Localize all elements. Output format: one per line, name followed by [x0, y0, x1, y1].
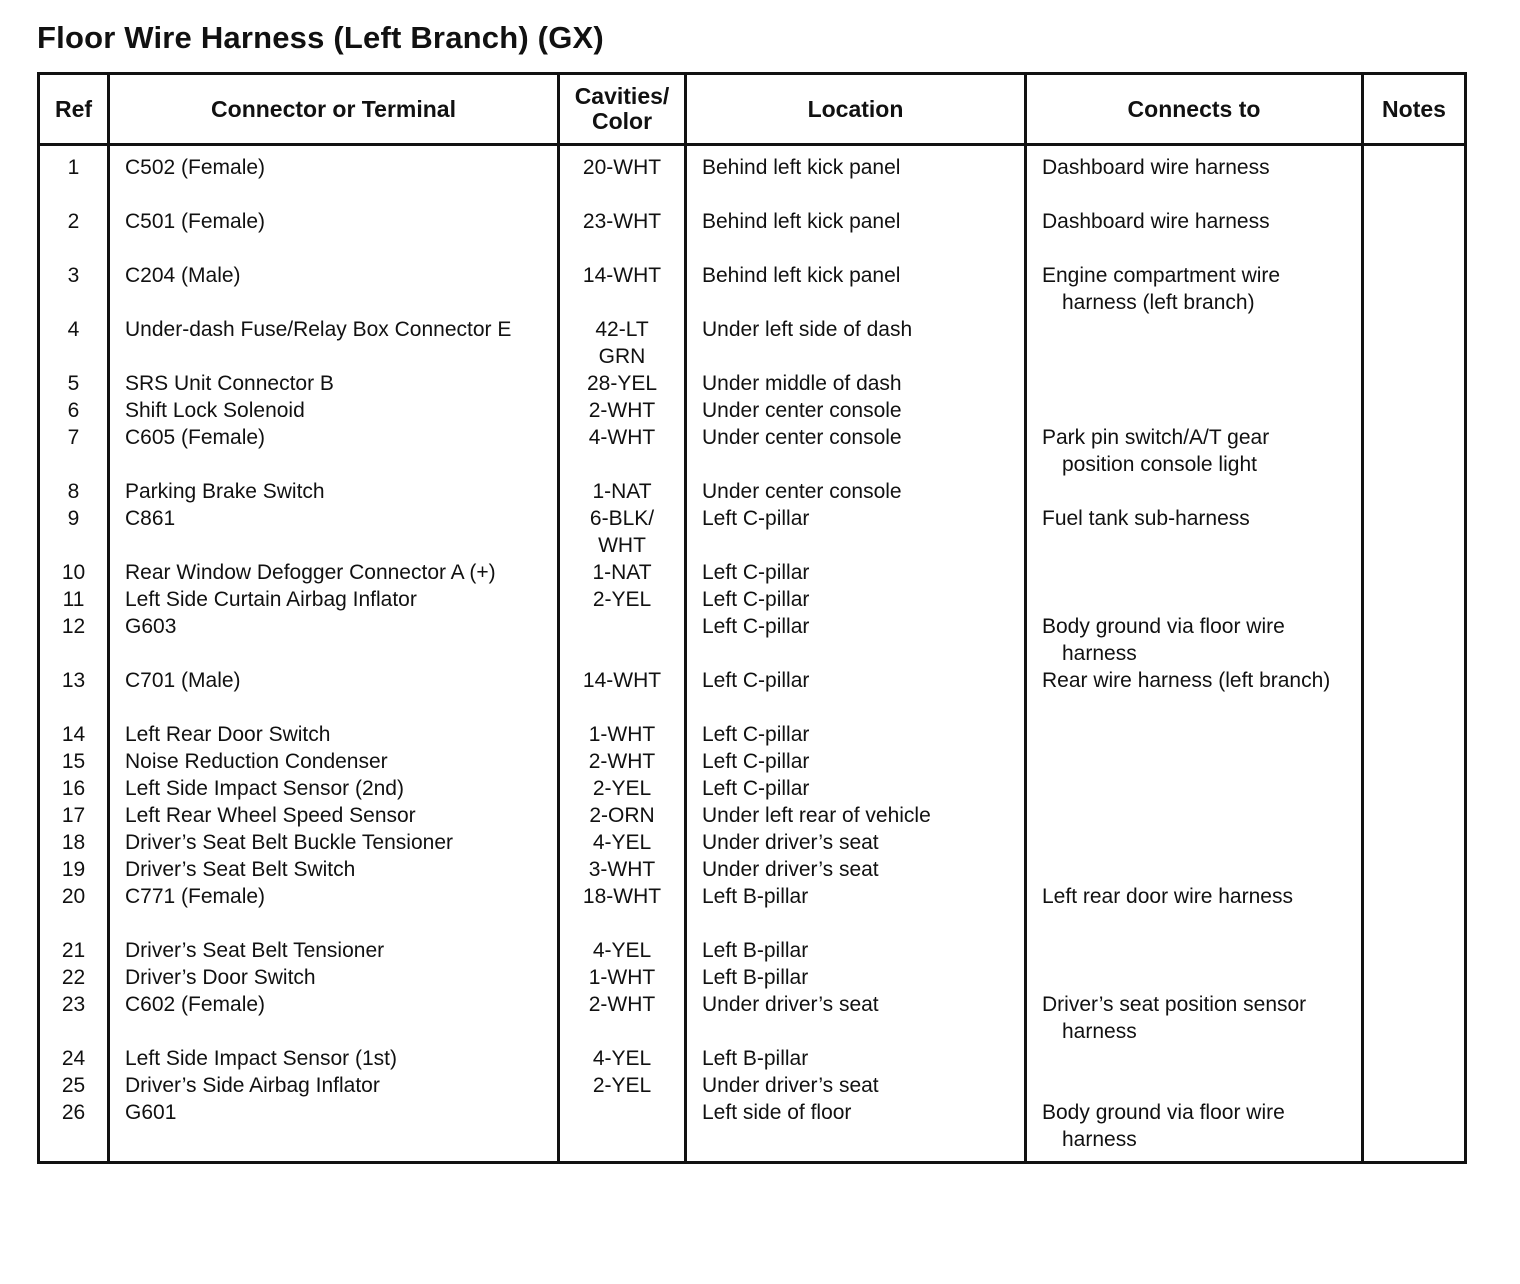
connects-to-line: Body ground via floor wire — [1042, 615, 1285, 638]
header-ref: Ref — [39, 74, 109, 145]
cell-notes — [1363, 883, 1466, 937]
cell-connector: Driver’s Seat Belt Tensioner — [109, 937, 559, 964]
cell-connects-to — [1026, 937, 1363, 964]
cell-ref: 3 — [39, 262, 109, 316]
cell-notes — [1363, 829, 1466, 856]
table-row — [39, 586, 1466, 613]
cavities-line: 14-WHT — [582, 264, 662, 287]
cell-ref: 25 — [39, 1072, 109, 1099]
cell-cavities — [559, 748, 686, 775]
cavities-line: 2-YEL — [592, 588, 652, 611]
cavities-line: 20-WHT — [582, 156, 662, 179]
cell-connector: Left Side Curtain Airbag Inflator — [109, 586, 559, 613]
cell-notes — [1363, 145, 1466, 209]
connects-to-line: Dashboard wire harness — [1042, 156, 1270, 179]
cell-location: Left C-pillar — [686, 586, 1026, 613]
cavities-line: 4-YEL — [592, 1047, 652, 1070]
cell-notes — [1363, 397, 1466, 424]
cell-connector: C501 (Female) — [109, 208, 559, 262]
cell-notes — [1363, 1045, 1466, 1072]
cell-cavities — [559, 883, 686, 937]
cell-connects-to — [1026, 1099, 1363, 1163]
cell-connector: C602 (Female) — [109, 991, 559, 1045]
cell-ref: 19 — [39, 856, 109, 883]
cell-connector: C861 — [109, 505, 559, 559]
cell-location: Under left side of dash — [686, 316, 1026, 370]
cell-notes — [1363, 721, 1466, 748]
header-cavities — [559, 74, 686, 145]
cell-connector: Driver’s Seat Belt Buckle Tensioner — [109, 829, 559, 856]
connects-to-line: Park pin switch/A/T gear — [1042, 426, 1270, 449]
cell-location: Under driver’s seat — [686, 991, 1026, 1045]
table-row — [39, 667, 1466, 721]
table-row — [39, 775, 1466, 802]
cell-connector: Left Side Impact Sensor (1st) — [109, 1045, 559, 1072]
cell-ref: 14 — [39, 721, 109, 748]
cell-connector: C605 (Female) — [109, 424, 559, 478]
cell-cavities — [559, 775, 686, 802]
cell-cavities — [559, 721, 686, 748]
cell-connects-to — [1026, 505, 1363, 559]
cell-location: Under left rear of vehicle — [686, 802, 1026, 829]
cell-location: Left C-pillar — [686, 721, 1026, 748]
cavities-line: 2-WHT — [588, 993, 656, 1016]
cell-location: Under center console — [686, 424, 1026, 478]
cell-ref: 10 — [39, 559, 109, 586]
cell-connects-to — [1026, 802, 1363, 829]
cell-notes — [1363, 613, 1466, 667]
cell-notes — [1363, 802, 1466, 829]
table-row — [39, 478, 1466, 505]
table-row — [39, 721, 1466, 748]
cell-location: Under center console — [686, 478, 1026, 505]
cell-notes — [1363, 937, 1466, 964]
table-row — [39, 424, 1466, 478]
cell-cavities — [559, 937, 686, 964]
cell-connects-to — [1026, 667, 1363, 721]
cell-ref: 23 — [39, 991, 109, 1045]
table-row — [39, 208, 1466, 262]
cell-notes — [1363, 667, 1466, 721]
cell-notes — [1363, 316, 1466, 370]
cell-ref: 21 — [39, 937, 109, 964]
cell-location: Behind left kick panel — [686, 208, 1026, 262]
cell-location: Under driver’s seat — [686, 856, 1026, 883]
table-row — [39, 964, 1466, 991]
table-row — [39, 802, 1466, 829]
cell-ref: 1 — [39, 145, 109, 209]
cell-connects-to — [1026, 586, 1363, 613]
cavities-line: 1-WHT — [588, 966, 656, 989]
header-row — [39, 74, 1466, 145]
cell-connects-to — [1026, 883, 1363, 937]
cell-ref: 26 — [39, 1099, 109, 1163]
connects-to-line: Rear wire harness (left branch) — [1042, 669, 1331, 692]
cell-cavities — [559, 370, 686, 397]
cell-notes — [1363, 208, 1466, 262]
table-row — [39, 991, 1466, 1045]
cavities-line: 2-YEL — [592, 777, 652, 800]
cell-location: Behind left kick panel — [686, 145, 1026, 209]
cavities-line: 28-YEL — [586, 372, 658, 395]
cell-connector: Left Rear Wheel Speed Sensor — [109, 802, 559, 829]
cell-cavities — [559, 964, 686, 991]
cell-notes — [1363, 991, 1466, 1045]
cell-connector: Parking Brake Switch — [109, 478, 559, 505]
cavities-line: 6-BLK/ — [589, 507, 655, 530]
cell-notes — [1363, 424, 1466, 478]
cell-location: Left B-pillar — [686, 937, 1026, 964]
cell-location: Left C-pillar — [686, 505, 1026, 559]
page-title: Floor Wire Harness (Left Branch) (GX) — [37, 20, 604, 55]
cell-connects-to — [1026, 1045, 1363, 1072]
cell-location: Behind left kick panel — [686, 262, 1026, 316]
cell-ref: 8 — [39, 478, 109, 505]
table-row — [39, 1099, 1466, 1163]
cell-connector: SRS Unit Connector B — [109, 370, 559, 397]
cell-cavities — [559, 1099, 686, 1163]
connects-to-line: Engine compartment wire — [1042, 264, 1281, 287]
cell-ref: 2 — [39, 208, 109, 262]
cell-location: Under middle of dash — [686, 370, 1026, 397]
connects-to-line: harness — [1062, 1020, 1137, 1043]
connects-to-line: harness — [1062, 1128, 1137, 1151]
cavities-line: 42-LT — [595, 318, 649, 341]
cell-connector: G601 — [109, 1099, 559, 1163]
cell-notes — [1363, 262, 1466, 316]
cavities-line: 2-YEL — [592, 1074, 652, 1097]
cell-connects-to — [1026, 613, 1363, 667]
cell-ref: 24 — [39, 1045, 109, 1072]
cavities-line: 1-NAT — [592, 561, 652, 584]
cell-connects-to — [1026, 478, 1363, 505]
cell-notes — [1363, 370, 1466, 397]
cavities-line: 2-ORN — [589, 804, 655, 827]
cell-cavities — [559, 208, 686, 262]
table-row — [39, 370, 1466, 397]
cell-cavities — [559, 505, 686, 559]
table-row — [39, 559, 1466, 586]
connects-to-line: Body ground via floor wire — [1042, 1101, 1285, 1124]
cell-connects-to — [1026, 262, 1363, 316]
cell-location: Left C-pillar — [686, 775, 1026, 802]
cell-connector: Shift Lock Solenoid — [109, 397, 559, 424]
cell-location: Under driver’s seat — [686, 829, 1026, 856]
table-row — [39, 883, 1466, 937]
table-row — [39, 748, 1466, 775]
cell-connector: Driver’s Door Switch — [109, 964, 559, 991]
header-connects-to: Connects to — [1026, 74, 1363, 145]
cell-connects-to — [1026, 424, 1363, 478]
cell-location: Left side of floor — [686, 1099, 1026, 1163]
cell-cavities — [559, 1072, 686, 1099]
cell-notes — [1363, 856, 1466, 883]
cell-location: Left B-pillar — [686, 883, 1026, 937]
cell-cavities — [559, 559, 686, 586]
table-row — [39, 397, 1466, 424]
cell-connects-to — [1026, 721, 1363, 748]
cell-ref: 20 — [39, 883, 109, 937]
cell-connector: Noise Reduction Condenser — [109, 748, 559, 775]
connects-to-line: Left rear door wire harness — [1042, 885, 1293, 908]
cavities-line: 4-WHT — [588, 426, 656, 449]
cell-connector: Left Side Impact Sensor (2nd) — [109, 775, 559, 802]
table-body — [39, 145, 1466, 1163]
cell-connector: C771 (Female) — [109, 883, 559, 937]
table-row — [39, 145, 1466, 209]
cell-notes — [1363, 478, 1466, 505]
table-row — [39, 829, 1466, 856]
cell-connects-to — [1026, 964, 1363, 991]
cavities-line: WHT — [598, 534, 646, 557]
cell-cavities — [559, 478, 686, 505]
cell-location: Left C-pillar — [686, 559, 1026, 586]
cell-notes — [1363, 505, 1466, 559]
table-row — [39, 505, 1466, 559]
cell-cavities — [559, 613, 686, 667]
cell-ref: 12 — [39, 613, 109, 667]
connects-to-line: Dashboard wire harness — [1042, 210, 1270, 233]
cell-connector: Under-dash Fuse/Relay Box Connector E — [109, 316, 559, 370]
cell-connector: Driver’s Seat Belt Switch — [109, 856, 559, 883]
header-location: Location — [686, 74, 1026, 145]
cavities-line: 4-YEL — [592, 831, 652, 854]
cell-connects-to — [1026, 397, 1363, 424]
cell-connects-to — [1026, 775, 1363, 802]
cell-connects-to — [1026, 316, 1363, 370]
table-row — [39, 1072, 1466, 1099]
cell-notes — [1363, 775, 1466, 802]
cell-notes — [1363, 1072, 1466, 1099]
cell-connects-to — [1026, 145, 1363, 209]
table-row — [39, 262, 1466, 316]
connects-to-line: harness (left branch) — [1062, 291, 1255, 314]
table-row — [39, 856, 1466, 883]
cell-ref: 7 — [39, 424, 109, 478]
cell-cavities — [559, 145, 686, 209]
connects-to-line: position console light — [1062, 453, 1257, 476]
cell-location: Left B-pillar — [686, 1045, 1026, 1072]
header-connector: Connector or Terminal — [109, 74, 559, 145]
cell-cavities — [559, 802, 686, 829]
cell-ref: 9 — [39, 505, 109, 559]
cavities-line: GRN — [598, 345, 646, 368]
cavities-line: 3-WHT — [588, 858, 656, 881]
cell-location: Left B-pillar — [686, 964, 1026, 991]
cavities-line: 23-WHT — [582, 210, 662, 233]
cell-location: Under driver’s seat — [686, 1072, 1026, 1099]
cell-cavities — [559, 667, 686, 721]
cell-connector: C701 (Male) — [109, 667, 559, 721]
cell-ref: 6 — [39, 397, 109, 424]
header-cavities-line1: Cavities/ — [574, 83, 670, 109]
cell-cavities — [559, 829, 686, 856]
cell-connects-to — [1026, 856, 1363, 883]
cavities-line: 1-NAT — [592, 480, 652, 503]
cell-ref: 4 — [39, 316, 109, 370]
cell-location: Left C-pillar — [686, 748, 1026, 775]
cell-connects-to — [1026, 991, 1363, 1045]
table-row — [39, 316, 1466, 370]
header-cavities-line2: Color — [591, 108, 653, 134]
cell-notes — [1363, 964, 1466, 991]
cell-connects-to — [1026, 559, 1363, 586]
cell-connects-to — [1026, 829, 1363, 856]
cell-cavities — [559, 856, 686, 883]
cell-ref: 11 — [39, 586, 109, 613]
connects-to-line: Fuel tank sub-harness — [1042, 507, 1250, 530]
cell-ref: 17 — [39, 802, 109, 829]
cell-notes — [1363, 748, 1466, 775]
cell-connector: C204 (Male) — [109, 262, 559, 316]
connects-to-line: Driver’s seat position sensor — [1042, 993, 1307, 1016]
cell-connects-to — [1026, 748, 1363, 775]
cavities-line: 2-WHT — [588, 399, 656, 422]
cavities-line: 2-WHT — [588, 750, 656, 773]
cell-cavities — [559, 262, 686, 316]
table-row — [39, 613, 1466, 667]
cell-connects-to — [1026, 370, 1363, 397]
header-notes: Notes — [1363, 74, 1466, 145]
cell-ref: 22 — [39, 964, 109, 991]
cavities-line: 18-WHT — [582, 885, 662, 908]
cell-connector: Driver’s Side Airbag Inflator — [109, 1072, 559, 1099]
cell-connector: Left Rear Door Switch — [109, 721, 559, 748]
cell-cavities — [559, 991, 686, 1045]
cell-cavities — [559, 316, 686, 370]
cell-location: Under center console — [686, 397, 1026, 424]
cell-cavities — [559, 397, 686, 424]
cell-location: Left C-pillar — [686, 667, 1026, 721]
table-row — [39, 937, 1466, 964]
cell-connector: Rear Window Defogger Connector A (+) — [109, 559, 559, 586]
cell-connects-to — [1026, 208, 1363, 262]
cell-connects-to — [1026, 1072, 1363, 1099]
cell-ref: 15 — [39, 748, 109, 775]
cell-notes — [1363, 559, 1466, 586]
cell-location: Left C-pillar — [686, 613, 1026, 667]
cell-cavities — [559, 586, 686, 613]
cell-connector: G603 — [109, 613, 559, 667]
cell-cavities — [559, 1045, 686, 1072]
cavities-line: 14-WHT — [582, 669, 662, 692]
cell-ref: 13 — [39, 667, 109, 721]
cavities-line: 1-WHT — [588, 723, 656, 746]
cavities-line: 4-YEL — [592, 939, 652, 962]
cell-notes — [1363, 586, 1466, 613]
cell-ref: 18 — [39, 829, 109, 856]
table-row — [39, 1045, 1466, 1072]
harness-table — [37, 72, 1467, 1164]
cell-notes — [1363, 1099, 1466, 1163]
cell-connector: C502 (Female) — [109, 145, 559, 209]
cell-cavities — [559, 424, 686, 478]
cell-ref: 16 — [39, 775, 109, 802]
cell-ref: 5 — [39, 370, 109, 397]
connects-to-line: harness — [1062, 642, 1137, 665]
